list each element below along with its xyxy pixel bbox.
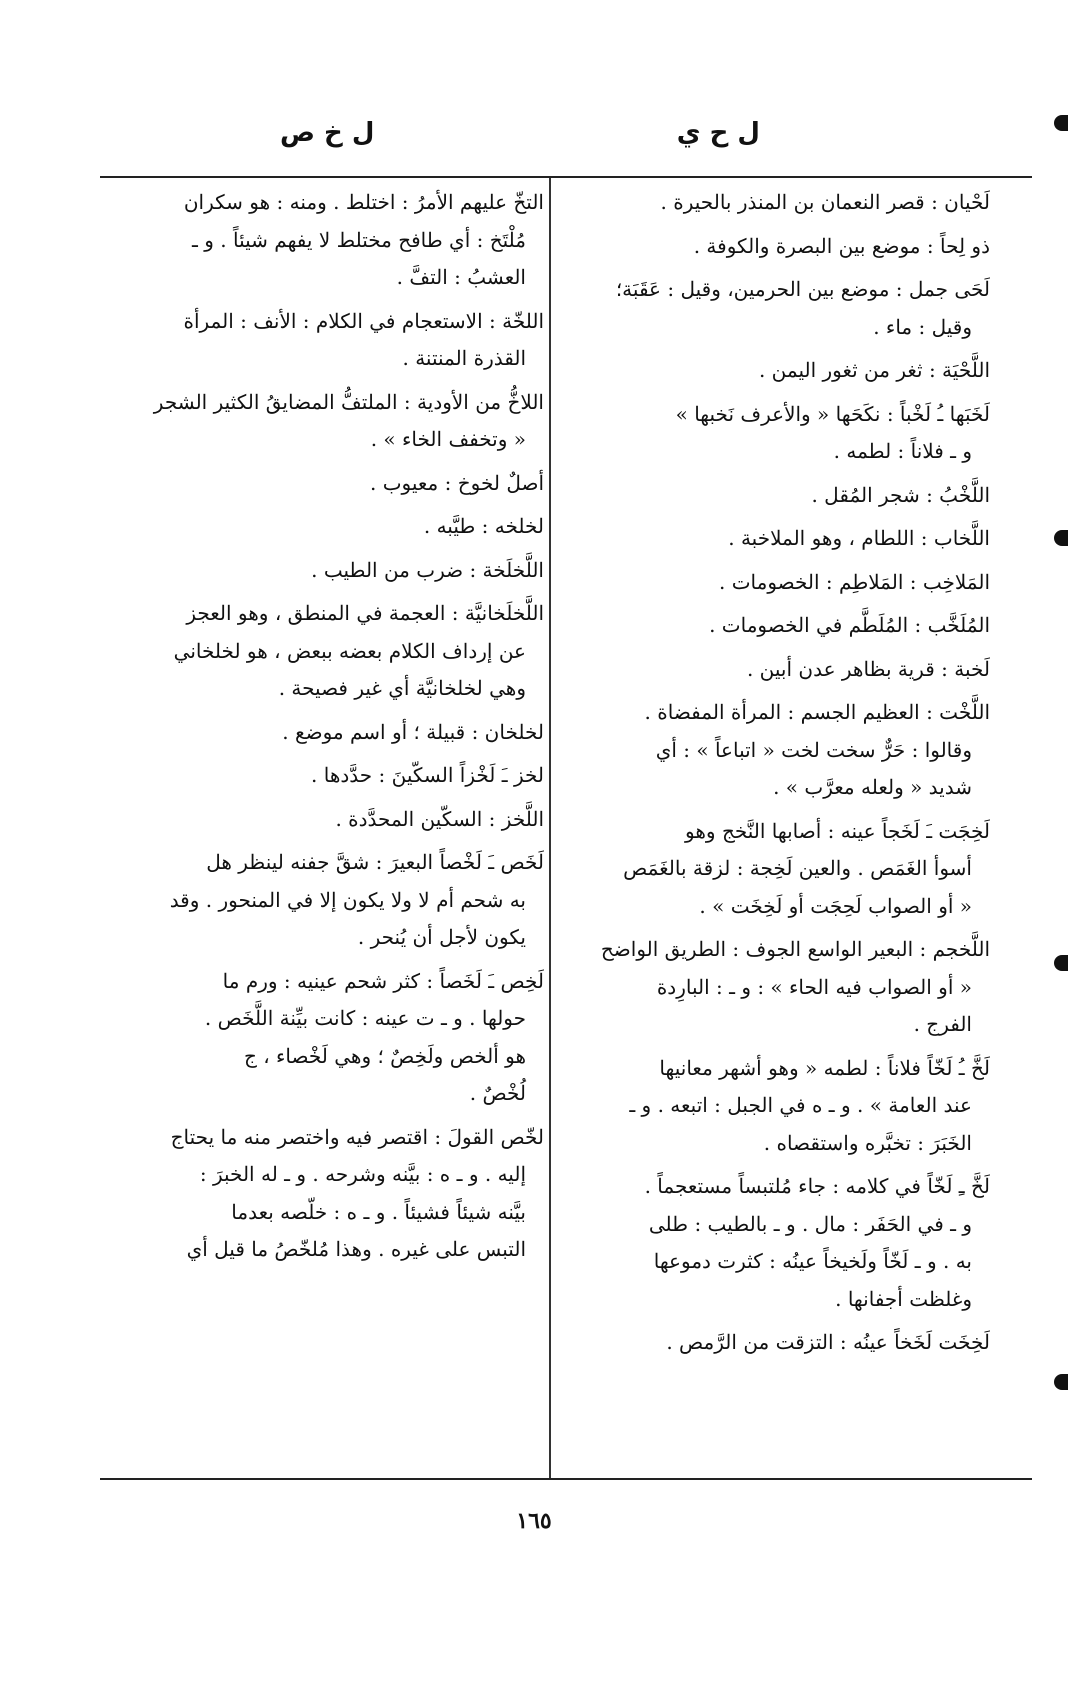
dictionary-entry <box>560 1324 990 1362</box>
dictionary-entry <box>92 757 544 795</box>
entry-continuation: وقالوا : حَرٌّ سخت لخت « اتباعاً » : أي <box>655 737 972 762</box>
dictionary-entry <box>560 228 990 266</box>
entry-headline: لَخِجَت ـَ لَخَجاً عينه : أصابها النَّخج وهو <box>685 818 990 843</box>
entry-continuation: به . و ـ لَخّاً ولَخيخاً عينُه : كثرت دموعها <box>653 1249 972 1273</box>
thumb-index-mark <box>1054 530 1068 546</box>
dictionary-entry <box>560 813 990 926</box>
entry-headline: اللَّخلَخانيَّة : العجمة في المنطق ، وهو العجز <box>186 601 544 625</box>
entry-continuation: « أو الصواب فيه الحاء » : و ـ : البارِدة <box>656 974 972 999</box>
thumb-index-mark <box>1054 955 1068 971</box>
entry-continuation: العشبُ : التفَّ . <box>396 265 526 289</box>
entry-headline: لَخبة : قرية بظاهر عدن أبين . <box>746 656 990 681</box>
dictionary-entry <box>560 520 990 558</box>
dictionary-entry <box>92 595 544 708</box>
entry-continuation: التبس على غيره . وهذا مُلخّصُ ما قيل أي <box>186 1237 526 1261</box>
left-column <box>92 184 544 1275</box>
entry-headline: لَخَّ ـِ لَخّاً في كلامه : جاء مُلتبساً مستعجماً . <box>644 1174 990 1198</box>
dictionary-entry <box>560 1050 990 1163</box>
entry-continuation: و ـ في الحَفَر : مال . و ـ بالطيب : طلى <box>648 1211 972 1236</box>
entry-headline: اللَّخْبُ : شجر المُقل . <box>811 482 990 507</box>
dictionary-entry <box>560 1168 990 1318</box>
dictionary-entry <box>92 1119 544 1269</box>
entry-headline: لخز ـَ لَخْزاً السكّينَ : حدَّدها . <box>311 763 544 787</box>
right-column <box>560 184 990 1368</box>
dictionary-entry <box>92 963 544 1113</box>
entry-headline: اللخّة : الاستعجام في الكلام : الأنف : المرأة <box>183 308 544 333</box>
entry-headline: لخلخان : قبيلة ؛ أو اسم موضع . <box>282 719 544 744</box>
dictionary-entry <box>560 352 990 390</box>
entry-continuation: إليه . و ـ ه : بيَّنه وشرحه . و ـ له الخبرَ : <box>199 1162 526 1186</box>
dictionary-entry <box>92 844 544 957</box>
entry-headline: أصلٌ لخوخ : معيوب . <box>369 470 544 495</box>
header-left-letters: ل خ ص <box>280 118 375 148</box>
entry-headline: التخّ عليهم الأمرُ : اختلط . ومنه : هو سكران <box>183 190 544 214</box>
entry-continuation: الخَبَرَ : تخبَّره واستقصاه . <box>763 1130 972 1155</box>
dictionary-entry <box>560 931 990 1044</box>
dictionary-entry <box>560 564 990 602</box>
entry-continuation: « أو الصواب لَحِجَت أو لَخِخَت » . <box>699 893 972 918</box>
dictionary-entry <box>560 651 990 689</box>
dictionary-entry <box>92 303 544 378</box>
page-number: ١٦٥ <box>516 1508 552 1534</box>
entry-headline: اللَّخاب : اللطام ، وهو الملاخبة . <box>728 526 990 550</box>
entry-continuation: شديد « ولعله معرَّب » . <box>773 775 972 799</box>
entry-headline: لَخَّ ـُ لَخّاً فلاناً : لطمه « وهو أشهر معانيها <box>659 1055 990 1080</box>
dictionary-entry <box>560 694 990 807</box>
entry-continuation: القذرة المنتنة . <box>402 346 526 370</box>
entry-headline: اللاخُّ من الأودية : الملتفُّ المضايقُ الكثير الشجر <box>153 389 544 414</box>
dictionary-entry <box>92 552 544 590</box>
entry-headline: لَخَص ـَ لَخْصاً البعيرَ : شقَّ جفنه لينظر هل <box>206 850 544 874</box>
dictionary-entry <box>560 607 990 645</box>
entry-continuation: « وتخفف الخاء » . <box>370 427 526 451</box>
dictionary-entry <box>560 271 990 346</box>
entry-continuation: وغلظت أجفانها . <box>835 1286 972 1311</box>
header-right-letters: ل ح ي <box>676 118 760 148</box>
entry-continuation: حولها . و ـ ت عينه : كانت بيِّنة اللَّخَص . <box>204 1006 526 1030</box>
bottom-rule <box>100 1478 1032 1480</box>
running-header <box>90 118 1000 158</box>
entry-headline: اللَّخْت : العظيم الجسم : المرأة المفضاة . <box>644 700 990 724</box>
thumb-index-mark <box>1054 115 1068 131</box>
entry-headline: اللَّخز : السكّين المحدَّدة . <box>335 806 544 831</box>
entry-continuation: به شحم أم لا ولا يكون إلا في المنحور . وقد <box>169 887 526 912</box>
entry-continuation: عند العامة » . و ـ ه في الجبل : اتبعه . و ـ <box>629 1093 972 1117</box>
entry-headline: لَخِص ـَ لَخَصاً : كثر شحم عينيه : ورم ما <box>222 968 544 993</box>
dictionary-entry <box>92 384 544 459</box>
entry-continuation: و ـ فلاناً : لطمه . <box>833 439 972 463</box>
entry-headline: لخّص القولَ : اقتصر فيه واختصر منه ما يحتاج <box>170 1124 544 1149</box>
entry-headline: لَحَى جمل : موضع بين الحرمين، وقيل : عَقَبَة؛ <box>615 277 990 301</box>
entry-headline: ذو لِحاً : موضع بين البصرة والكوفة . <box>693 233 990 258</box>
entry-continuation: لُخْصٌ . <box>469 1081 526 1105</box>
dictionary-entry <box>560 396 990 471</box>
entry-continuation: الفرج . <box>913 1012 972 1036</box>
entry-headline: اللَّخجم : البعير الواسع الجوف : الطريق الواضح <box>600 937 990 961</box>
entry-continuation: عن إرداف الكلام بعضه ببعض ، هو لخلخاني <box>173 638 526 663</box>
entry-continuation: يكون لأجل أن يُنحر . <box>357 925 526 949</box>
column-divider <box>549 178 551 1478</box>
entry-continuation: أسوأ الغَمَص . والعين لَخِجة : لزقة بالغَمَص <box>623 856 972 880</box>
entry-headline: لخلخه : طيَّبه . <box>423 514 544 538</box>
entry-headline: اللَّخلَخة : ضرب من الطيب . <box>311 557 544 582</box>
dictionary-entry <box>560 184 990 222</box>
top-rule <box>100 176 1032 178</box>
entry-continuation: وهي لخلخانيَّة أي غير فصيحة . <box>278 676 526 700</box>
entry-continuation: هو ألخص ولَخِصٌ ؛ وهي لَخْصاء ، ج <box>243 1043 526 1068</box>
dictionary-entry <box>92 714 544 752</box>
entry-headline: اللَّحْيَة : ثغر من ثغور اليمن . <box>758 358 990 382</box>
dictionary-entry <box>560 477 990 515</box>
dictionary-entry <box>92 508 544 546</box>
entry-headline: لَحْيان : قصر النعمان بن المنذر بالحيرة . <box>660 190 990 214</box>
entry-continuation: بيَّنه شيئاً فشيئاً . و ـ ه : خلّصه بعدما <box>231 1199 526 1224</box>
entry-continuation: وقيل : ماء . <box>873 314 972 339</box>
dictionary-entry <box>92 184 544 297</box>
entry-headline: المَلاخِب : المَلاطِم : الخصومات . <box>718 569 990 594</box>
entry-headline: لَخِخَت لَخَخاً عينُه : التزقت من الرَّمص . <box>666 1330 990 1354</box>
dictionary-entry <box>92 465 544 503</box>
dictionary-entry <box>92 801 544 839</box>
entry-headline: لَخَبَها ـُ لَخْباً : نكَحَها « والأعرف نَخبها » <box>675 401 990 426</box>
entry-headline: المُلَخَّب : المُلَطَّم في الخصومات . <box>709 613 990 637</box>
thumb-index-mark <box>1054 1374 1068 1390</box>
entry-continuation: مُلْتَخ : أي طافح مختلط لا يفهم شيئاً . و ـ <box>192 227 526 252</box>
